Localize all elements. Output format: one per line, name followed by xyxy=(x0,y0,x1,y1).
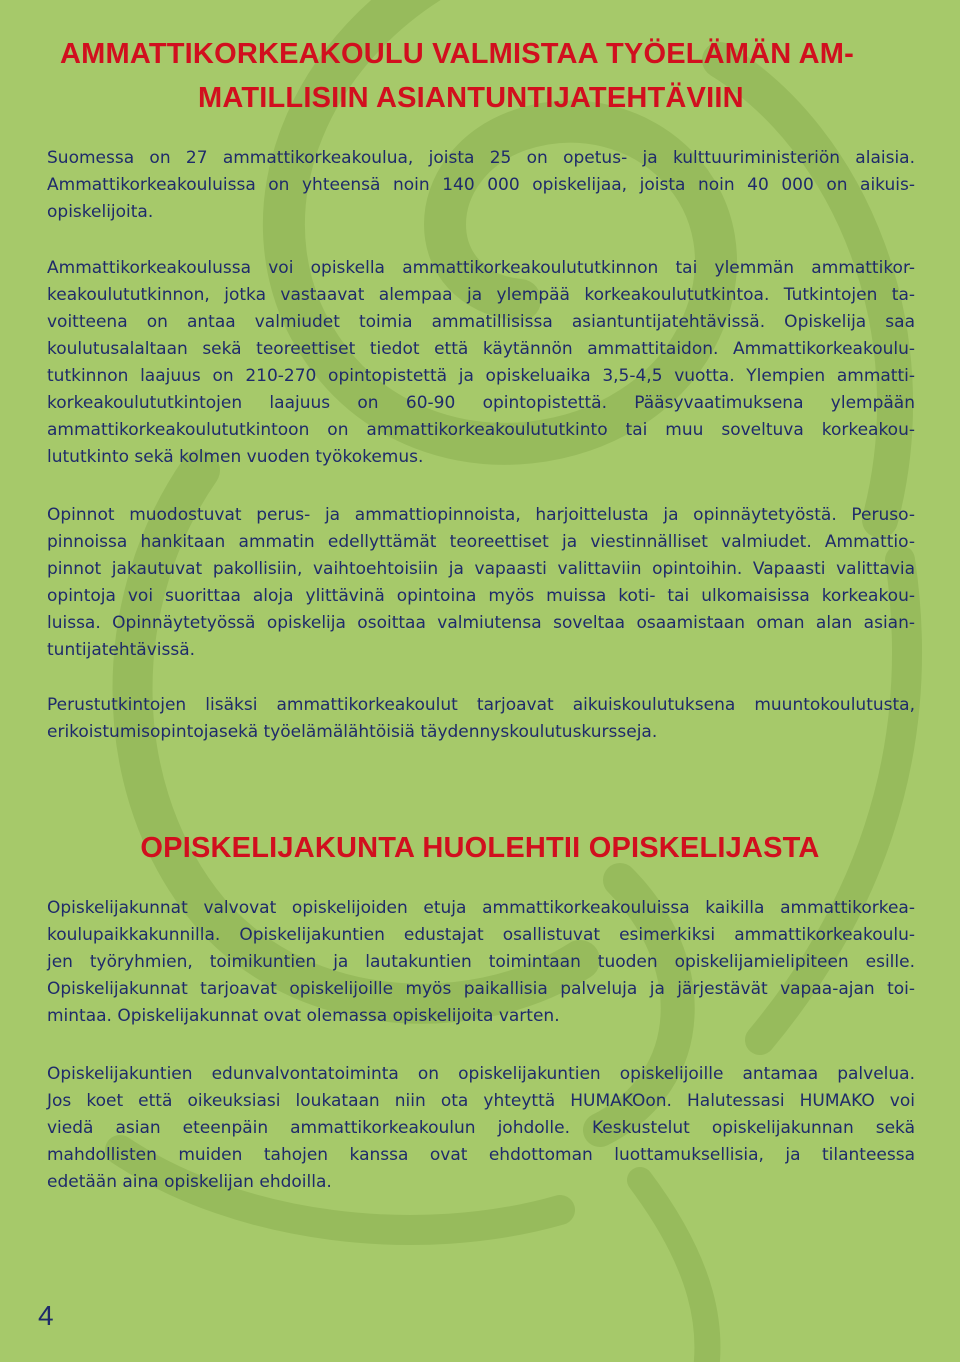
paragraph-line: Suomessa on 27 ammattikorkeakoulua, joista 25 on opetus- ja kulttuuriministeriön alaisia. xyxy=(47,148,915,168)
paragraph-line: Jos koet että oikeuksiasi loukataan niin ota yhteyttä HUMAKOon. Halutessasi HUMAKO voi xyxy=(47,1091,915,1111)
page-number: 4 xyxy=(38,1300,54,1331)
paragraph-line: Opiskelijakunnat tarjoavat opiskelijoille myös paikallisia palveluja ja järjestävät vapaa-ajan toi- xyxy=(47,979,915,999)
paragraph-line: erikoistumisopintojasekä työelämälähtöisiä täydennyskoulutuskursseja. xyxy=(47,722,658,742)
paragraph-line: tuntijatehtävissä. xyxy=(47,640,196,660)
paragraph-line: tutkinnon laajuus on 210-270 opintopistettä ja opiskeluaika 3,5-4,5 vuotta. Ylempien ammatti- xyxy=(47,366,915,386)
paragraph-line: koulupaikkakunnilla. Opiskelijakuntien edustajat osallistuvat esimerkiksi ammattikorkeakoulu- xyxy=(47,925,915,945)
main-heading xyxy=(60,32,920,120)
paragraph-line: ammattikorkeakoulututkintoon on ammattikorkeakoulututkinto tai muu soveltuva korkeakou- xyxy=(47,420,915,440)
paragraph-line: voitteena on antaa valmiudet toimia ammatillisissa asiantuntijatehtävissä. Opiskelija saa xyxy=(47,312,915,332)
paragraph-institutions xyxy=(47,145,915,226)
paragraph-degrees xyxy=(47,255,915,471)
main-heading-line-2: MATILLISIIN ASIANTUNTIJATEHTÄVIIN xyxy=(198,82,744,114)
paragraph-line: Perustutkintojen lisäksi ammattikorkeakoulut tarjoavat aikuiskoulutuksena muuntokoulutusta, xyxy=(47,695,915,715)
paragraph-line: opintoja voi suorittaa aloja ylittävinä opintoina myös muissa koti- tai ulkomaisissa korkeakou- xyxy=(47,586,915,606)
paragraph-line: korkeakoulututkintojen laajuus on 60-90 opintopistettä. Pääsyvaatimuksena ylempään xyxy=(47,393,915,413)
section-heading-text: OPISKELIJAKUNTA HUOLEHTII OPISKELIJASTA xyxy=(140,832,820,864)
paragraph-line: Opiskelijakuntien edunvalvontatoiminta on opiskelijakuntien opiskelijoille antamaa palvelua. xyxy=(47,1064,915,1084)
paragraph-line: mahdollisten muiden tahojen kanssa ovat ehdottoman luottamuksellisia, ja tilanteessa xyxy=(47,1145,915,1165)
paragraph-line: edetään aina opiskelijan ehdoilla. xyxy=(47,1172,332,1192)
paragraph-line: pinnot jakautuvat pakollisiin, vaihtoehtoisiin ja vapaasti valittaviin opintoihin. Vapaasti valittavia xyxy=(47,559,915,579)
paragraph-line: Opinnot muodostuvat perus- ja ammattiopinnoista, harjoittelusta ja opinnäytetyöstä. Peruso- xyxy=(47,505,915,525)
paragraph-line: keakoulututkinnon, jotka vastaavat alempaa ja ylempää korkeakoulututkintoa. Tutkintojen ta- xyxy=(47,285,915,305)
paragraph-line: mintaa. Opiskelijakunnat ovat olemassa opiskelijoita varten. xyxy=(47,1006,560,1026)
paragraph-studies xyxy=(47,502,915,664)
main-heading-line-1: AMMATTIKORKEAKOULU VALMISTAA TYÖELÄMÄN AM- xyxy=(60,38,854,70)
paragraph-line: pinnoissa hankitaan ammatin edellyttämät teoreettiset ja viestinnälliset valmiudet. Ammattio- xyxy=(47,532,915,552)
paragraph-line: Opiskelijakunnat valvovat opiskelijoiden etuja ammattikorkeakouluissa kaikilla ammattikorkea- xyxy=(47,898,915,918)
paragraph-line: luissa. Opinnäytetyössä opiskelija osoittaa valmiutensa soveltaa osaamistaan oman alan asian- xyxy=(47,613,915,633)
paragraph-line: Ammattikorkeakoulussa voi opiskella ammattikorkeakoulututkinnon tai ylemmän ammattikor- xyxy=(47,258,915,278)
paragraph-advocacy xyxy=(47,1061,915,1196)
paragraph-line: opiskelijoita. xyxy=(47,202,154,222)
paragraph-line: koulutusalaltaan sekä teoreettiset tiedot että käytännön ammattitaidon. Ammattikorkeakoulu- xyxy=(47,339,915,359)
paragraph-student-unions xyxy=(47,895,915,1030)
paragraph-line: Ammattikorkeakouluissa on yhteensä noin 140 000 opiskelijaa, joista noin 40 000 on aikuis- xyxy=(47,175,915,195)
paragraph-line: viedä asian eteenpäin ammattikorkeakoulun johdolle. Keskustelut opiskelijakunnan sekä xyxy=(47,1118,915,1138)
paragraph-line: lututkinto sekä kolmen vuoden työkokemus. xyxy=(47,447,424,467)
section-heading xyxy=(0,826,960,870)
paragraph-adult-education xyxy=(47,692,915,746)
paragraph-line: jen työryhmien, toimikuntien ja lautakuntien toimintaan tuoden opiskelijamielipiteen esille. xyxy=(47,952,915,972)
